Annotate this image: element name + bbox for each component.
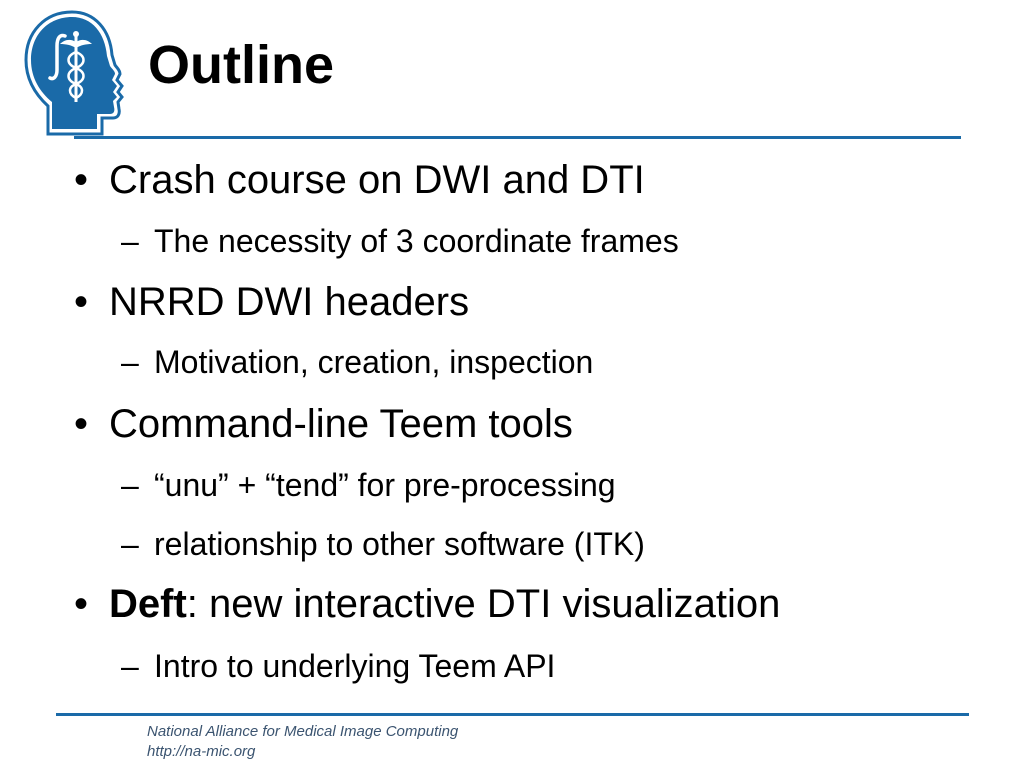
outline-subitem-text: Intro to underlying Teem API — [154, 648, 556, 684]
outline-item-text: : new interactive DTI visualization — [186, 582, 781, 626]
outline-item-dwi-dti — [74, 156, 645, 204]
bullet-icon: • — [74, 280, 89, 324]
outline-subitem-coordinate-frames — [121, 221, 679, 261]
outline-subitem-unu-tend — [121, 465, 616, 505]
outline-item-deft — [74, 580, 780, 628]
dash-icon: – — [121, 467, 139, 503]
outline-item-teem-tools — [74, 400, 573, 448]
outline-item-text: Command-line Teem tools — [109, 402, 573, 446]
footer-divider — [56, 713, 969, 716]
dash-icon: – — [121, 223, 139, 259]
footer — [147, 722, 458, 762]
outline-item-nrrd-headers — [74, 278, 469, 326]
outline-item-text: Crash course on DWI and DTI — [109, 158, 645, 202]
dash-icon: – — [121, 648, 139, 684]
dash-icon: – — [121, 344, 139, 380]
outline-subitem-motivation — [121, 342, 593, 382]
bullet-icon: • — [74, 402, 89, 446]
footer-organization: National Alliance for Medical Image Computing — [147, 723, 459, 740]
bullet-icon: • — [74, 582, 89, 626]
outline-subitem-text: relationship to other software (ITK) — [154, 526, 645, 562]
outline-subitem-text: “unu” + “tend” for pre-processing — [154, 467, 616, 503]
bullet-icon: • — [74, 158, 89, 202]
outline-subitem-teem-api — [121, 646, 555, 686]
slide-title: Outline — [148, 35, 334, 95]
outline-item-text: NRRD DWI headers — [109, 280, 470, 324]
footer-url: http://na-mic.org — [147, 743, 256, 760]
dash-icon: – — [121, 526, 139, 562]
outline-subitem-itk — [121, 524, 645, 564]
outline-subitem-text: The necessity of 3 coordinate frames — [154, 223, 679, 259]
outline-subitem-text: Motivation, creation, inspection — [154, 344, 594, 380]
outline-item-bold-text: Deft — [109, 582, 187, 626]
